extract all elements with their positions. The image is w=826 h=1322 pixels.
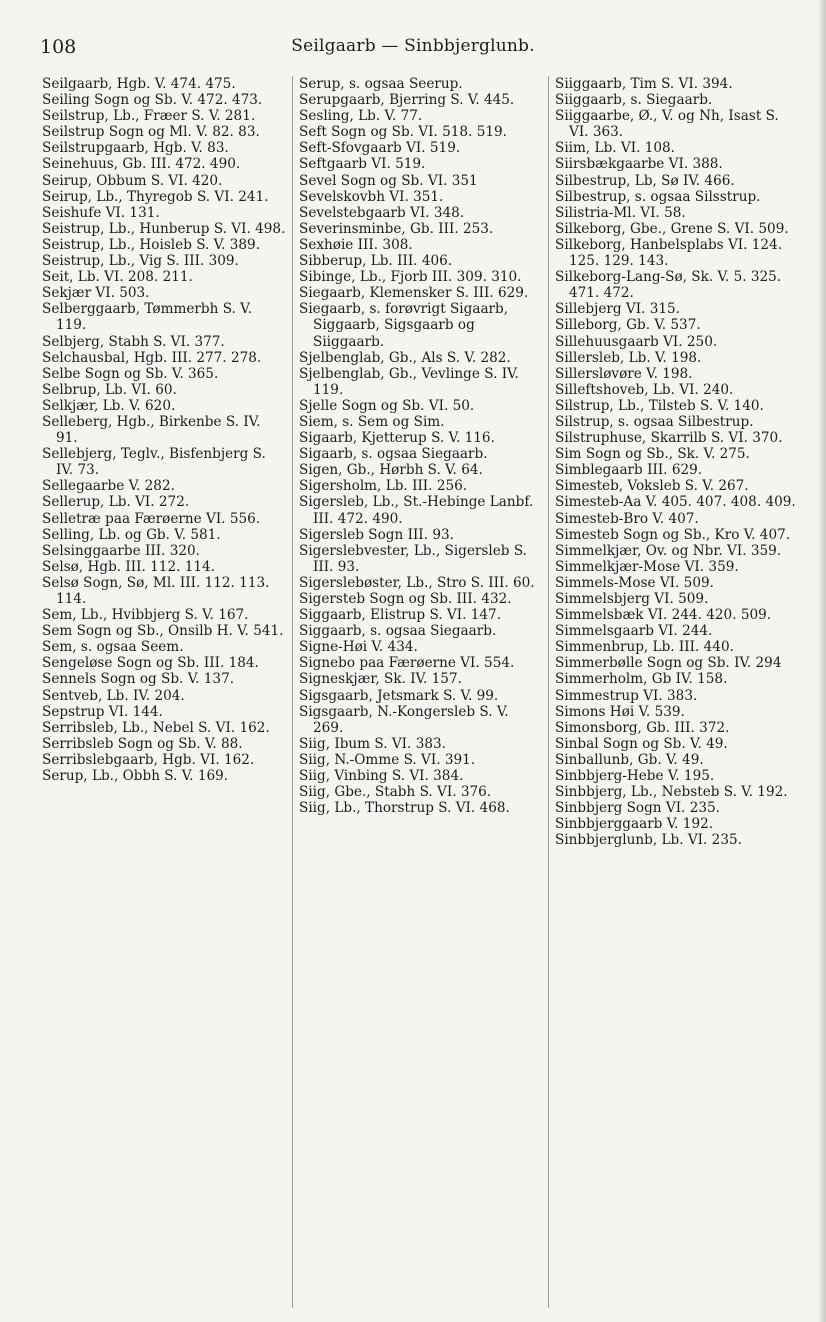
index-entry: Sesling, Lb. V. 77. — [299, 108, 423, 125]
index-entry: Seirup, Lb., Thyregob S. VI. 241. — [42, 188, 269, 205]
index-entry: Serup, Lb., Obbh S. V. 169. — [42, 768, 229, 785]
index-entry: Sem, s. ogsaa Seem. — [42, 639, 184, 656]
index-entry: Sentveb, Lb. IV. 204. — [42, 687, 185, 704]
index-entry: Simmestrup VI. 383. — [555, 687, 698, 704]
index-entry: Sinbbjerg-Hebe V. 195. — [555, 768, 715, 785]
index-entry: Sillebjerg VI. 315. — [555, 301, 680, 318]
index-entry: Siig, Ibum S. VI. 383. — [299, 735, 446, 752]
index-entry: Seft-Sfovgaarb VI. 519. — [299, 140, 461, 157]
index-entry: Selkjær, Lb. V. 620. — [42, 397, 176, 414]
index-entry: Selberggaarb, Tømmerbh S. V. 119. — [42, 301, 252, 334]
index-entry: Seinehuus, Gb. III. 472. 490. — [42, 156, 241, 173]
index-entry: Simmelkjær-Mose VI. 359. — [555, 558, 739, 575]
index-entry: Sibberup, Lb. III. 406. — [299, 253, 453, 270]
index-entry: Sigersteb Sogn og Sb. III. 432. — [299, 591, 512, 607]
index-entry: Sim Sogn og Sb., Sk. V. 275. — [555, 446, 750, 463]
index-entry: Simmerbølle Sogn og Sb. IV. 294 — [555, 655, 782, 672]
index-entry: Sigaarb, Kjetterup S. V. 116. — [299, 430, 495, 447]
index-column-1 — [36, 76, 292, 1308]
index-entry: Sevelstebgaarb VI. 348. — [299, 204, 465, 221]
index-entry: Selbjerg, Stabh S. VI. 377. — [42, 333, 225, 350]
index-entry: Siig, Lb., Thorstrup S. VI. 468. — [299, 800, 510, 817]
index-entry: Sem Sogn og Sb., Onsilb H. V. 541. — [42, 623, 284, 640]
page-edge-shadow — [818, 0, 826, 1322]
index-entry: Sigerslebøster, Lb., Stro S. III. 60. — [299, 574, 535, 591]
index-entry: Simesteb-Aa V. 405. 407. 408. 409. — [555, 494, 796, 511]
index-entry: Seilstrup Sogn og Ml. V. 82. 83. — [42, 124, 260, 141]
index-entry: Selletræ paa Færøerne VI. 556. — [42, 510, 261, 527]
index-entry: Siggaarb, s. ogsaa Siegaarb. — [299, 623, 497, 640]
index-entry: Sekjær VI. 503. — [42, 285, 150, 302]
index-entry: Seftgaarb VI. 519. — [299, 156, 426, 173]
index-entry: Silstrup, s. ogsaa Silbestrup. — [555, 413, 754, 430]
index-entry: Sjelbenglab, Gb., Vevlinge S. IV. 119. — [299, 365, 519, 398]
index-column-3 — [548, 76, 804, 1308]
index-entry: Sevel Sogn og Sb. VI. 351 — [299, 172, 478, 189]
index-entry: Sigsgaarb, Jetsmark S. V. 99. — [299, 687, 499, 704]
running-title: Seilgaarb — Sinbbjerglunb. — [291, 36, 535, 56]
index-entry: Selsø Sogn, Sø, Ml. III. 112. 113. 114. — [42, 574, 270, 607]
index-entry: Silistria-Ml. VI. 58. — [555, 204, 686, 221]
index-entry: Siggaarb, Elistrup S. VI. 147. — [299, 607, 502, 624]
index-entry: Seistrup, Lb., Hunberup S. VI. 498. — [42, 220, 286, 237]
index-entry: Simonsborg, Gb. III. 372. — [555, 719, 730, 736]
index-entry: Simblegaarb III. 629. — [555, 462, 703, 479]
index-entry: Seiling Sogn og Sb. V. 472. 473. — [42, 92, 263, 109]
index-entry: Sennels Sogn og Sb. V. 137. — [42, 671, 235, 688]
index-entry: Sengeløse Sogn og Sb. III. 184. — [42, 655, 259, 672]
index-entry: Silleftshoveb, Lb. VI. 240. — [555, 381, 734, 398]
index-entry: Sigen, Gb., Hørbh S. V. 64. — [299, 462, 483, 479]
index-entry: Sjelbenglab, Gb., Als S. V. 282. — [299, 349, 511, 366]
index-entry: Siiggaarb, Tim S. VI. 394. — [555, 76, 733, 92]
index-entry: Sillersleb, Lb. V. 198. — [555, 349, 702, 366]
index-entry: Silkeborg, Gbe., Grene S. VI. 509. — [555, 220, 789, 237]
index-entry: Simmelsbjerg VI. 509. — [555, 591, 709, 607]
index-entry: Simmelsbæk VI. 244. 420. 509. — [555, 607, 772, 624]
index-entry: Sinballunb, Gb. V. 49. — [555, 751, 704, 768]
index-entry: Seishufe VI. 131. — [42, 204, 160, 221]
index-entry: Seilgaarb, Hgb. V. 474. 475. — [42, 76, 236, 92]
index-entry: Sigersleb, Lb., St.-Hebinge Lanbf. III. 472. 490. — [299, 494, 534, 527]
index-entry: Serribslebgaarb, Hgb. VI. 162. — [42, 751, 255, 768]
index-entry: Simmels-Mose VI. 509. — [555, 574, 714, 591]
index-entry: Siig, Gbe., Stabh S. VI. 376. — [299, 784, 492, 801]
index-entry: Sinbbjerg Sogn VI. 235. — [555, 800, 720, 817]
index-entry: Sinbbjerggaarb V. 192. — [555, 816, 714, 833]
index-entry: Silbestrup, Lb, Sø IV. 466. — [555, 172, 735, 189]
index-entry: Siirsbækgaarbe VI. 388. — [555, 156, 723, 173]
index-entry: Silleborg, Gb. V. 537. — [555, 317, 701, 334]
index-entry: Sellerup, Lb. VI. 272. — [42, 494, 190, 511]
index-entry: Silbestrup, s. ogsaa Silsstrup. — [555, 188, 761, 205]
index-entry: Sibinge, Lb., Fjorb III. 309. 310. — [299, 269, 522, 286]
index-entry: Sellegaarbe V. 282. — [42, 478, 175, 495]
index-entry: Sinbal Sogn og Sb. V. 49. — [555, 735, 728, 752]
page-header — [40, 36, 786, 64]
index-entry: Sem, Lb., Hvibbjerg S. V. 167. — [42, 607, 249, 624]
index-entry: Simesteb Sogn og Sb., Kro V. 407. — [555, 526, 791, 543]
index-entry: Selsø, Hgb. III. 112. 114. — [42, 558, 216, 575]
index-entry: Sinbbjerg, Lb., Nebsteb S. V. 192. — [555, 784, 788, 801]
index-entry: Seistrup, Lb., Vig S. III. 309. — [42, 253, 239, 270]
index-entry: Sigaarb, s. ogsaa Siegaarb. — [299, 446, 488, 463]
index-entry: Simmelsgaarb VI. 244. — [555, 623, 713, 640]
index-entry: Serupgaarb, Bjerring S. V. 445. — [299, 92, 515, 109]
index-entry: Signebo paa Færøerne VI. 554. — [299, 655, 515, 672]
index-entry: Signeskjær, Sk. IV. 157. — [299, 671, 462, 688]
index-entry: Sellebjerg, Teglv., Bisfenbjerg S. IV. 73. — [42, 446, 266, 479]
index-entry: Sepstrup VI. 144. — [42, 703, 163, 720]
index-entry: Sjelle Sogn og Sb. VI. 50. — [299, 397, 475, 414]
index-entry: Sinbbjerglunb, Lb. VI. 235. — [555, 832, 742, 849]
index-entry: Sillehuusgaarb VI. 250. — [555, 333, 718, 350]
index-entry: Siig, Vinbing S. VI. 384. — [299, 768, 464, 785]
index-entry: Sigerslebvester, Lb., Sigersleb S. III. 93. — [299, 542, 527, 575]
index-entry: Simons Høi V. 539. — [555, 703, 685, 720]
index-entry: Severinsminbe, Gb. III. 253. — [299, 220, 494, 237]
index-entry: Sevelskovbh VI. 351. — [299, 188, 444, 205]
index-entry: Seft Sogn og Sb. VI. 518. 519. — [299, 124, 507, 141]
index-column-2 — [292, 76, 548, 1308]
index-entry: Simmenbrup, Lb. III. 440. — [555, 639, 734, 656]
index-entry: Selleberg, Hgb., Birkenbe S. IV. 91. — [42, 413, 261, 447]
index-entry: Silstruphuse, Skarrilb S. VI. 370. — [555, 430, 783, 447]
index-entry: Sigersholm, Lb. III. 256. — [299, 478, 468, 495]
page-number: 108 — [40, 36, 77, 58]
index-entry: Simmelkjær, Ov. og Nbr. VI. 359. — [555, 542, 782, 559]
index-entry: Seilstrupgaarb, Hgb. V. 83. — [42, 140, 229, 157]
index-entry: Simmerholm, Gb IV. 158. — [555, 671, 728, 688]
index-entry: Seit, Lb. VI. 208. 211. — [42, 269, 193, 286]
index-entry: Selbrup, Lb. VI. 60. — [42, 381, 177, 398]
index-entry: Selling, Lb. og Gb. V. 581. — [42, 526, 221, 543]
index-entry: Simesteb, Voksleb S. V. 267. — [555, 478, 749, 495]
index-entry: Sigersleb Sogn III. 93. — [299, 526, 454, 543]
index-entry: Seilstrup, Lb., Fræer S. V. 281. — [42, 108, 256, 125]
index-entry: Serribsleb, Lb., Nebel S. VI. 162. — [42, 719, 270, 736]
index-entry: Silkeborg, Hanbelsplabs VI. 124. 125. 129. 143. — [555, 236, 783, 270]
index-entry: Selchausbal, Hgb. III. 277. 278. — [42, 349, 262, 366]
index-columns — [36, 76, 804, 1308]
index-entry: Serribsleb Sogn og Sb. V. 88. — [42, 735, 243, 752]
index-entry: Siegaarb, s. forøvrigt Sigaarb, Siggaarb, Sigsgaarb og Siiggaarb. — [299, 301, 509, 350]
index-entry: Siem, s. Sem og Sim. — [299, 413, 445, 430]
index-entry: Seirup, Obbum S. VI. 420. — [42, 172, 223, 189]
index-entry: Silstrup, Lb., Tilsteb S. V. 140. — [555, 397, 764, 414]
index-entry: Selsinggaarbe III. 320. — [42, 542, 200, 559]
index-entry: Signe-Høi V. 434. — [299, 639, 418, 656]
index-entry: Selbe Sogn og Sb. V. 365. — [42, 365, 219, 382]
index-entry: Serup, s. ogsaa Seerup. — [299, 76, 463, 92]
index-entry: Sexhøie III. 308. — [299, 236, 413, 253]
index-entry: Silkeborg-Lang-Sø, Sk. V. 5. 325. 471. 472. — [555, 269, 782, 302]
index-entry: Sillersløvøre V. 198. — [555, 365, 693, 382]
index-entry: Siig, N.-Omme S. VI. 391. — [299, 751, 476, 768]
index-entry: Siegaarb, Klemensker S. III. 629. — [299, 285, 529, 302]
index-entry: Siiggaarb, s. Siegaarb. — [555, 92, 713, 109]
index-entry: Siiggaarbe, Ø., V. og Nh, Isast S. VI. 363. — [555, 108, 779, 141]
index-entry: Simesteb-Bro V. 407. — [555, 510, 699, 527]
index-entry: Seistrup, Lb., Hoisleb S. V. 389. — [42, 236, 261, 253]
index-entry: Sigsgaarb, N.-Kongersleb S. V. 269. — [299, 703, 509, 736]
index-entry: Siim, Lb. VI. 108. — [555, 140, 676, 157]
